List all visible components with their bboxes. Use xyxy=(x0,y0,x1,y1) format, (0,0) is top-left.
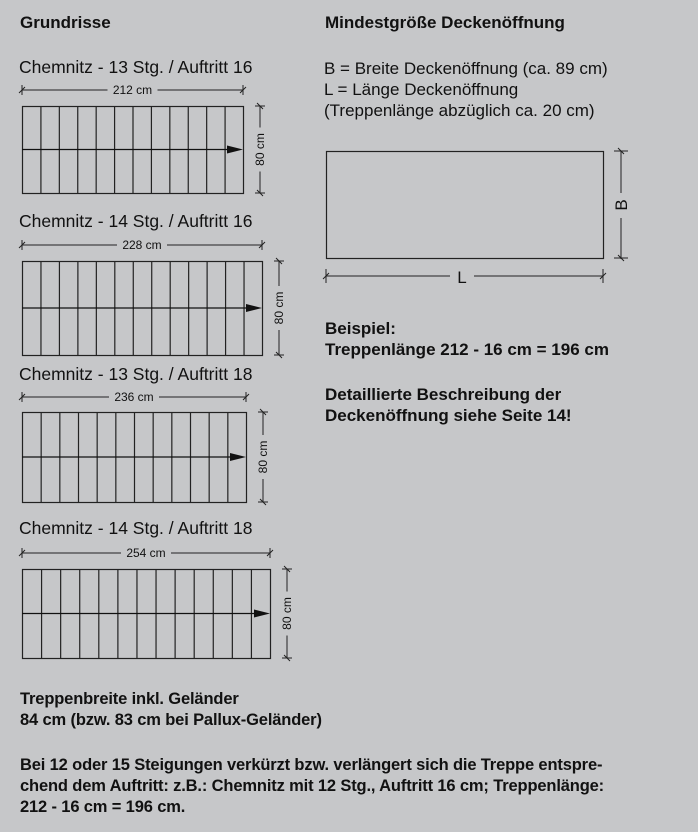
example-label: Beispiel: xyxy=(325,319,396,338)
stair-plan-4 xyxy=(19,546,294,661)
length-label: 254 cm xyxy=(126,546,166,560)
stair-plan-1 xyxy=(19,83,267,196)
section-heading-deckenoeffnung: Mindestgröße Deckenöffnung xyxy=(325,13,565,32)
detail-line-1: Detaillierte Beschreibung der xyxy=(325,385,562,404)
steps-note-line-2: chend dem Auftritt: z.B.: Chemnitz mit 12 Stg., Auftritt 16 cm; Treppenlänge: xyxy=(20,777,605,795)
plan-title-4: Chemnitz - 14 Stg. / Auftritt 18 xyxy=(19,518,253,538)
detail-note xyxy=(325,384,572,426)
direction-arrow-icon xyxy=(254,610,270,618)
plan-title-3: Chemnitz - 13 Stg. / Auftritt 18 xyxy=(19,364,253,384)
opening-description xyxy=(324,58,608,121)
label-l: L xyxy=(457,268,467,287)
stair-plan-2 xyxy=(19,238,286,358)
stair-width-block xyxy=(20,689,322,731)
steps-note-line-1: Bei 12 oder 15 Steigungen verkürzt bzw. verlängert sich die Treppe entspre- xyxy=(20,756,603,774)
line-breite: B = Breite Deckenöffnung (ca. 89 cm) xyxy=(324,59,608,78)
width-label: 80 cm xyxy=(256,440,270,474)
stair-width-text: 84 cm (bzw. 83 cm bei Pallux-Geländer) xyxy=(20,711,322,729)
stair-plan-3 xyxy=(19,390,270,505)
direction-arrow-icon xyxy=(230,453,246,461)
length-label: 212 cm xyxy=(112,83,153,97)
direction-arrow-icon xyxy=(227,146,243,154)
direction-arrow-icon xyxy=(246,304,262,312)
length-label: 228 cm xyxy=(122,238,162,252)
steps-note-line-3: 212 - 16 cm = 196 cm. xyxy=(20,798,186,816)
ceiling-opening-rect xyxy=(327,152,604,259)
detail-line-2: Deckenöffnung siehe Seite 14! xyxy=(325,406,572,425)
example-block xyxy=(325,318,609,360)
width-label: 80 cm xyxy=(280,597,294,630)
length-label: 236 cm xyxy=(114,390,154,404)
steps-note xyxy=(20,755,604,818)
plan-title-2: Chemnitz - 14 Stg. / Auftritt 16 xyxy=(19,211,253,231)
plan-title-1: Chemnitz - 13 Stg. / Auftritt 16 xyxy=(19,57,253,77)
line-laenge: L = Länge Deckenöffnung xyxy=(324,80,519,99)
ceiling-opening-diagram xyxy=(323,148,631,287)
width-label: 80 cm xyxy=(253,133,267,166)
line-treppenlaenge: (Treppenlänge abzüglich ca. 20 cm) xyxy=(324,101,595,120)
width-label: 80 cm xyxy=(272,291,286,325)
label-b: B xyxy=(612,199,631,211)
stair-width-title: Treppenbreite inkl. Geländer xyxy=(20,690,239,708)
section-heading-grundrisse: Grundrisse xyxy=(20,13,111,32)
example-text: Treppenlänge 212 - 16 cm = 196 cm xyxy=(325,340,609,359)
